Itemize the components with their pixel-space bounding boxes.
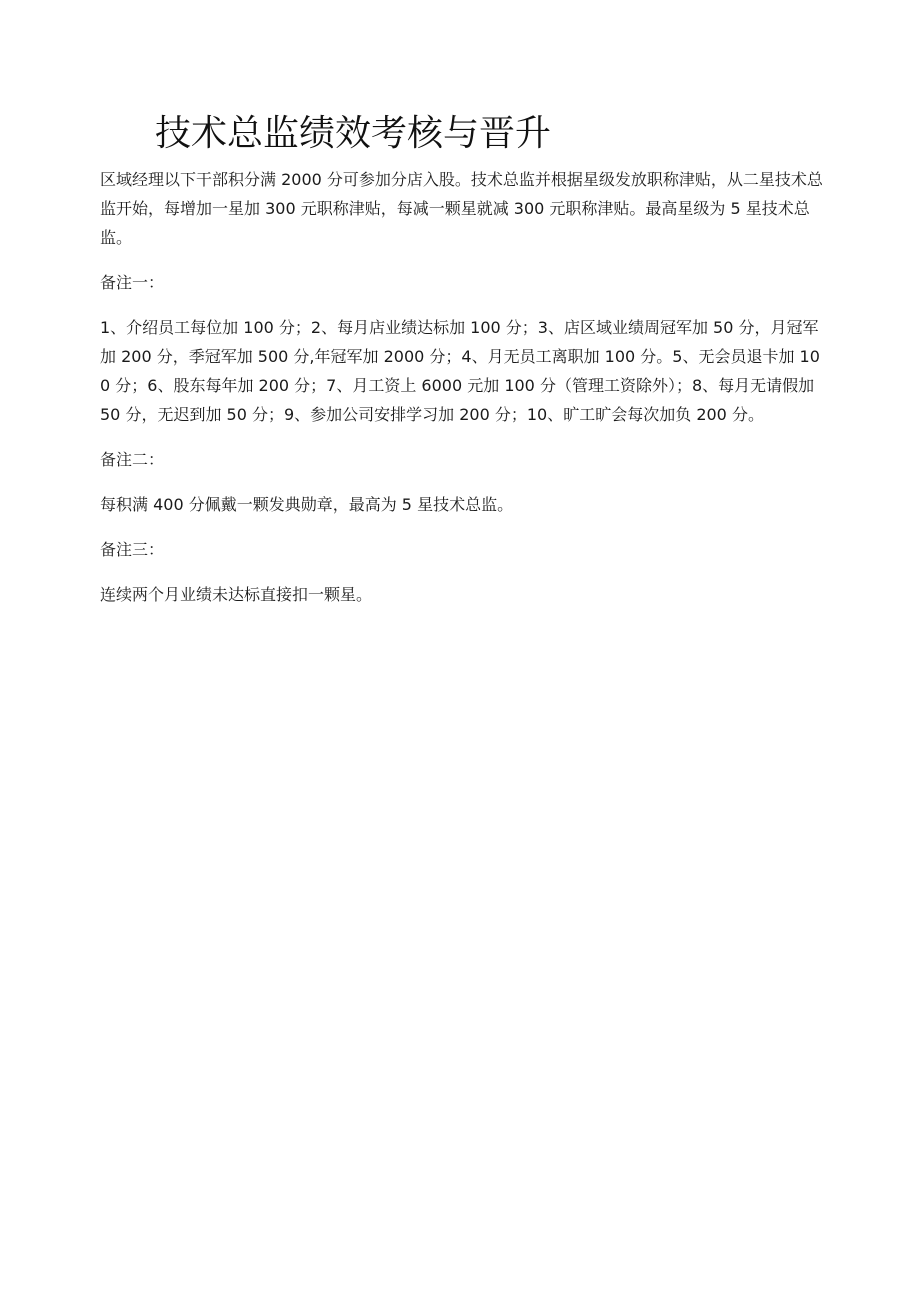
note-2-heading: 备注二：: [100, 450, 165, 469]
note-1-content: 1、介绍员工每位加 100 分；2、每月店业绩达标加 100 分；3、店区域业绩周冠军加 50 分，月冠军加 200 分，季冠军加 500 分,年冠军加 2000 分；4、月无员工离职加 100 分。5、无会员退卡加 100 分；6、股东每年加 200 分；7、月工资上 6000 元加 100 分（管理工资除外）；8、每月无请假加 50 分，无迟到加 50 分；9、参加公司安排学习加 200 分；10、旷工旷会每次加负 200 分。: [100, 318, 820, 424]
document-body: [100, 165, 825, 609]
note-2-content: 每积满 400 分佩戴一颗发典勋章，最高为 5 星技术总监。: [100, 495, 514, 514]
note-3-heading: 备注三：: [100, 540, 165, 559]
intro-paragraph: 区域经理以下干部积分满 2000 分可参加分店入股。技术总监并根据星级发放职称津贴，从二星技术总监开始，每增加一星加 300 元职称津贴，每减一颗星就减 300 元职称津贴。最高星级为 5 星技术总监。: [100, 170, 823, 247]
document-title: 技术总监绩效考核与晋升: [155, 113, 552, 154]
note-1-heading: 备注一：: [100, 273, 165, 292]
note-3-content: 连续两个月业绩未达标直接扣一颗星。: [100, 585, 373, 604]
